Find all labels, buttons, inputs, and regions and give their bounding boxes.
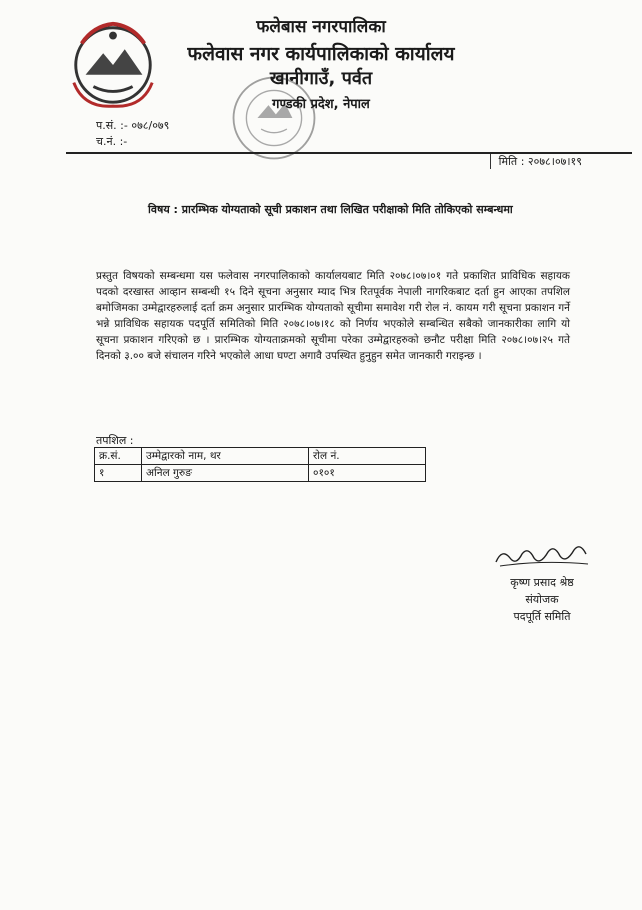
cell-serial: १ xyxy=(95,465,142,482)
chalani-number: च.नं. :- xyxy=(96,135,128,148)
candidate-table xyxy=(94,447,426,482)
signature-image xyxy=(492,538,592,572)
letter-subject: विषय : प्रारम्भिक योग्यताको सूची प्रकाशन तथा लिखित परीक्षाको मिति तोकिएको सम्बन्धमा xyxy=(148,203,513,216)
letter-body: प्रस्तुत विषयको सम्बन्धमा यस फलेवास नगरपालिकाको कार्यालयबाट मिति २०७८।०७।०१ गते प्रकाशित प्राविधिक सहायक पदको दरखास्त आव्हान सम्बन्धी १५ दिने सूचना अनुसार म्याद भित्र रितपूर्वक नेपाली नागरिकबाट दर्ता हुन आएका तपशिल बमोजिमका उम्मेद्वारहरुलाई दर्ता क्रम अनुसार प्रारम्भिक योग्यताको सूचीमा समावेश गरी रोल नं. कायम गरी सूचना प्रकाशन गर्ने भन्ने प्राविधिक सहायक पदपूर्ति समितिको मिति २०७८।०७।१८ को निर्णय भएकोले सम्बन्धित सबैको जानकारीका लागि यो सूचना प्रकाशन गरिएको छ । प्रारम्भिक योग्यताक्रमको सूचीमा परेका उम्मेद्वारहरुको छनौट परीक्षा मिति २०७८।०७।२५ गते दिनको ३.०० बजे संचालन गरिने भएकोले आधा घण्टा अगावै उपस्थित हुनुहुन समेत जानकारी गराइन्छ । xyxy=(96,270,570,362)
letter-date: मिति : २०७८।०७।१९ xyxy=(490,154,582,169)
patra-sankhya: प.सं. :- ०७८/०७९ xyxy=(96,119,170,132)
signatory-name: कृष्ण प्रसाद श्रेष्ठ xyxy=(510,576,574,589)
details-label: तपशिल : xyxy=(96,434,134,447)
office-address: खानीगाउँ, पर्वत xyxy=(269,68,373,89)
col-roll-header: रोल नं. xyxy=(309,448,426,465)
col-serial-header: क्र.सं. xyxy=(95,448,142,465)
col-name-header: उम्मेद्वारको नाम, थर xyxy=(142,448,309,465)
office-name-line2: फलेवास नगर कार्यपालिकाको कार्यालय xyxy=(187,43,455,65)
office-province: गण्डकी प्रदेश, नेपाल xyxy=(272,97,370,112)
cell-roll: ०१०१ xyxy=(309,465,426,482)
table-row xyxy=(95,465,426,482)
signatory-role: संयोजक xyxy=(525,593,559,606)
office-name-line1: फलेबास नगरपालिका xyxy=(256,17,386,37)
signatory-committee: पदपूर्ति समिति xyxy=(513,610,571,623)
cell-name: अनिल गुरुङ xyxy=(142,465,309,482)
table-header-row xyxy=(95,448,426,465)
